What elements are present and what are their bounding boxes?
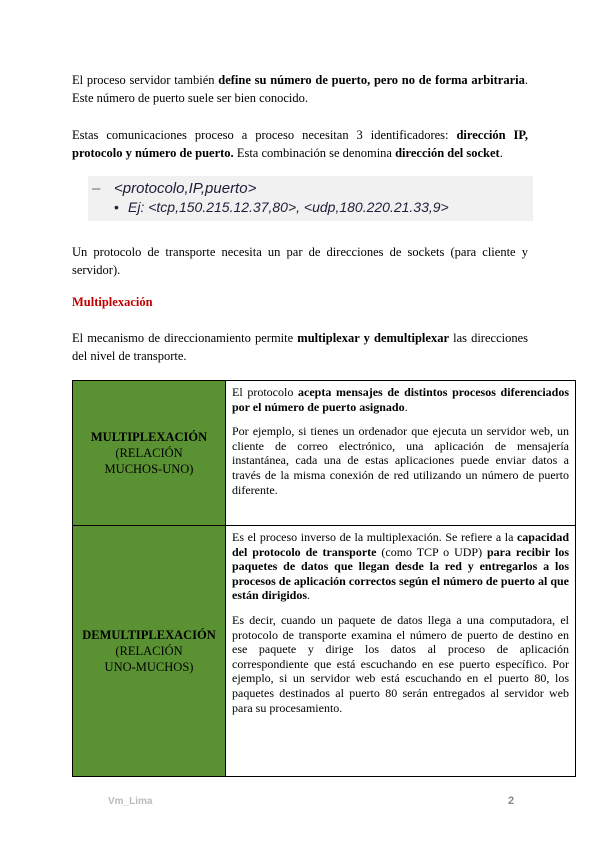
text: . (499, 145, 503, 160)
section-heading: Multiplexación (72, 295, 153, 309)
text: las direcciones del nivel de transporte. (72, 331, 528, 363)
row-description-demultiplexing (226, 526, 576, 777)
bold-text: acepta mensajes de distintos procesos diferenciados por el número de puerto asignado (232, 385, 570, 414)
table-row (73, 526, 576, 777)
paragraph-identifiers (72, 127, 528, 162)
paragraph-addressing (72, 330, 528, 365)
row-subtitle: (RELACIÓN (115, 644, 183, 658)
socket-example-line (114, 199, 449, 215)
text: . (404, 399, 408, 414)
socket-format-text: <protocolo,IP,puerto> (114, 180, 257, 197)
text: (como TCP o UDP) (376, 544, 487, 559)
text: Estas comunicaciones proceso a proceso necesitan 3 identificadores: (72, 128, 457, 142)
text: El protocolo (232, 385, 299, 399)
row-subtitle: MUCHOS-UNO) (104, 462, 194, 476)
text: . Este número de puerto suele ser bien conocido. (72, 73, 528, 105)
row-title: MULTIPLEXACIÓN (90, 430, 208, 444)
text: Es el proceso inverso de la multiplexación. Se refiere a la (232, 530, 517, 544)
description-paragraph: Por ejemplo, si tienes un ordenador que ejecuta un servidor web, un cliente de correo electrónico, una aplicación de mensajería instantánea, cada una de estas aplicaciones puede enviar datos a través de la misma conexión de red utilizando un número de puerto diferente. (232, 424, 569, 497)
row-label-demultiplexing (73, 526, 226, 777)
bold-text: para recibir los paquetes de datos que llegan desde la red y entregarlos a los procesos de aplicación correctos según el número de puerto al que están dirigidos (232, 544, 570, 603)
paragraph-socket-pair: Un protocolo de transporte necesita un par de direcciones de sockets (para cliente y servidor). (72, 245, 528, 277)
socket-address-figure (88, 176, 533, 221)
footer-author: Vm_Lima (108, 796, 153, 807)
dash-bullet: – (92, 180, 101, 197)
text: . (307, 588, 311, 603)
description-paragraph (232, 530, 569, 603)
row-label-multiplexing (73, 381, 226, 526)
bold-text: capacidad del protocolo de transporte (232, 530, 569, 559)
dot-bullet: • (114, 199, 119, 215)
multiplexing-table (72, 380, 576, 777)
page-number: 2 (508, 795, 515, 807)
text: El mecanismo de direccionamiento permite (72, 331, 298, 345)
bold-text: dirección del socket (395, 145, 500, 160)
bold-text: dirección IP, protocolo y número de puerto. (72, 128, 529, 160)
description-paragraph: Es decir, cuando un paquete de datos llega a una computadora, el protocolo de transporte examina el número de puerto de destino en ese paquete y dirige los datos al proceso de aplicación correspondiente que está escuchando en ese puerto específico. Por ejemplo, si un servidor web está escuchando en el puerto 80, los paquetes destinados al puerto 80 serán entregados al servidor web para su procesamiento. (232, 612, 569, 715)
bold-text: multiplexar y demultiplexar (297, 331, 449, 345)
paragraph-server-port (72, 72, 528, 107)
row-subtitle: (RELACIÓN (115, 446, 183, 460)
description-paragraph (232, 385, 569, 414)
socket-format-line (92, 180, 256, 197)
row-subtitle: UNO-MUCHOS) (104, 660, 194, 674)
bold-text: define su número de puerto, pero no de forma arbitraria (218, 73, 525, 87)
table-row (73, 381, 576, 526)
row-description-multiplexing (226, 381, 576, 526)
text: Esta combinación se denomina (233, 145, 396, 160)
socket-example-text: Ej: <tcp,150.215.12.37,80>, <udp,180.220.21.33,9> (128, 199, 449, 215)
row-title: DEMULTIPLEXACIÓN (82, 628, 216, 642)
text: El proceso servidor también (72, 73, 219, 87)
